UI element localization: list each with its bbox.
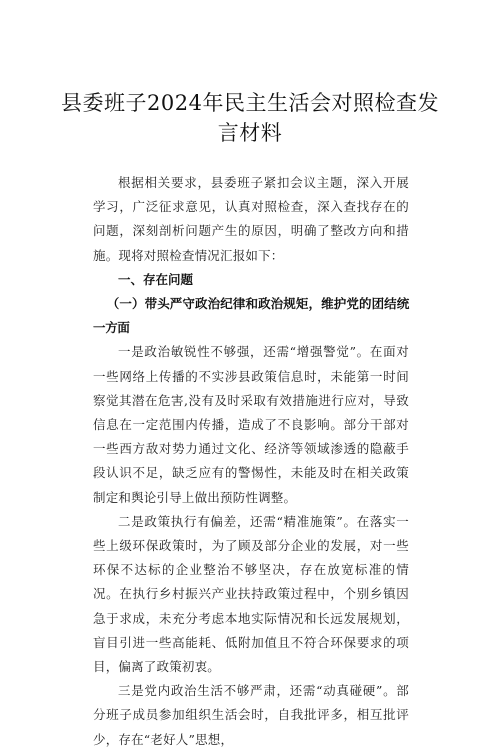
document-body [93, 171, 409, 752]
paragraph-political-sensitivity: 一是政治敏锐性不够强，还需“增强警觉”。在面对一些网络上传播的不实涉县政策信息时，未能第一时间察觉其潜在危害,没有及时采取有效措施进行应对，导致信息在一定范围内传播，造成了不良影响。部分干部对一些西方敌对势力通过文化、经济等领域渗透的隐蔽手段认识不足，缺乏应有的警惕性，未能及时在相关政策制定和舆论引导上做出预防性调整。 [93, 344, 409, 505]
paragraph-policy-execution: 二是政策执行有偏差，还需“精准施策”。在落实一些上级环保政策时，为了顾及部分企业的发展，对一些环保不达标的企业整治不够坚决，存在放宽标准的情况。在执行乡村振兴产业扶持政策过程中，个别乡镇因急于求成，未充分考虑本地实际情况和长远发展规划，盲目引进一些高能耗、低附加值且不符合环保要求的项目，偏离了政策初衷。 [93, 513, 409, 675]
document-title: 县委班子2024年民主生活会对照检查发言材料 [61, 91, 439, 145]
section-heading-problems: 一、存在问题 [118, 271, 194, 287]
subsection-heading-political-discipline: （一）带头严守政治纪律和政治规矩，维护党的团结统一方面 [93, 296, 409, 336]
paragraph-party-life: 三是党内政治生活不够严肃，还需“动真碰硬”。部分班子成员参加组织生活会时，自我批评多，相互批评少，存在“老好人”思想， [93, 683, 409, 747]
intro-paragraph: 根据相关要求，县委班子紧扣会议主题，深入开展学习，广泛征求意见，认真对照检查，深入查找存在的问题，深刻剖析问题产生的原因，明确了整改方向和措施。现将对照检查情况汇报如下： [93, 175, 409, 263]
